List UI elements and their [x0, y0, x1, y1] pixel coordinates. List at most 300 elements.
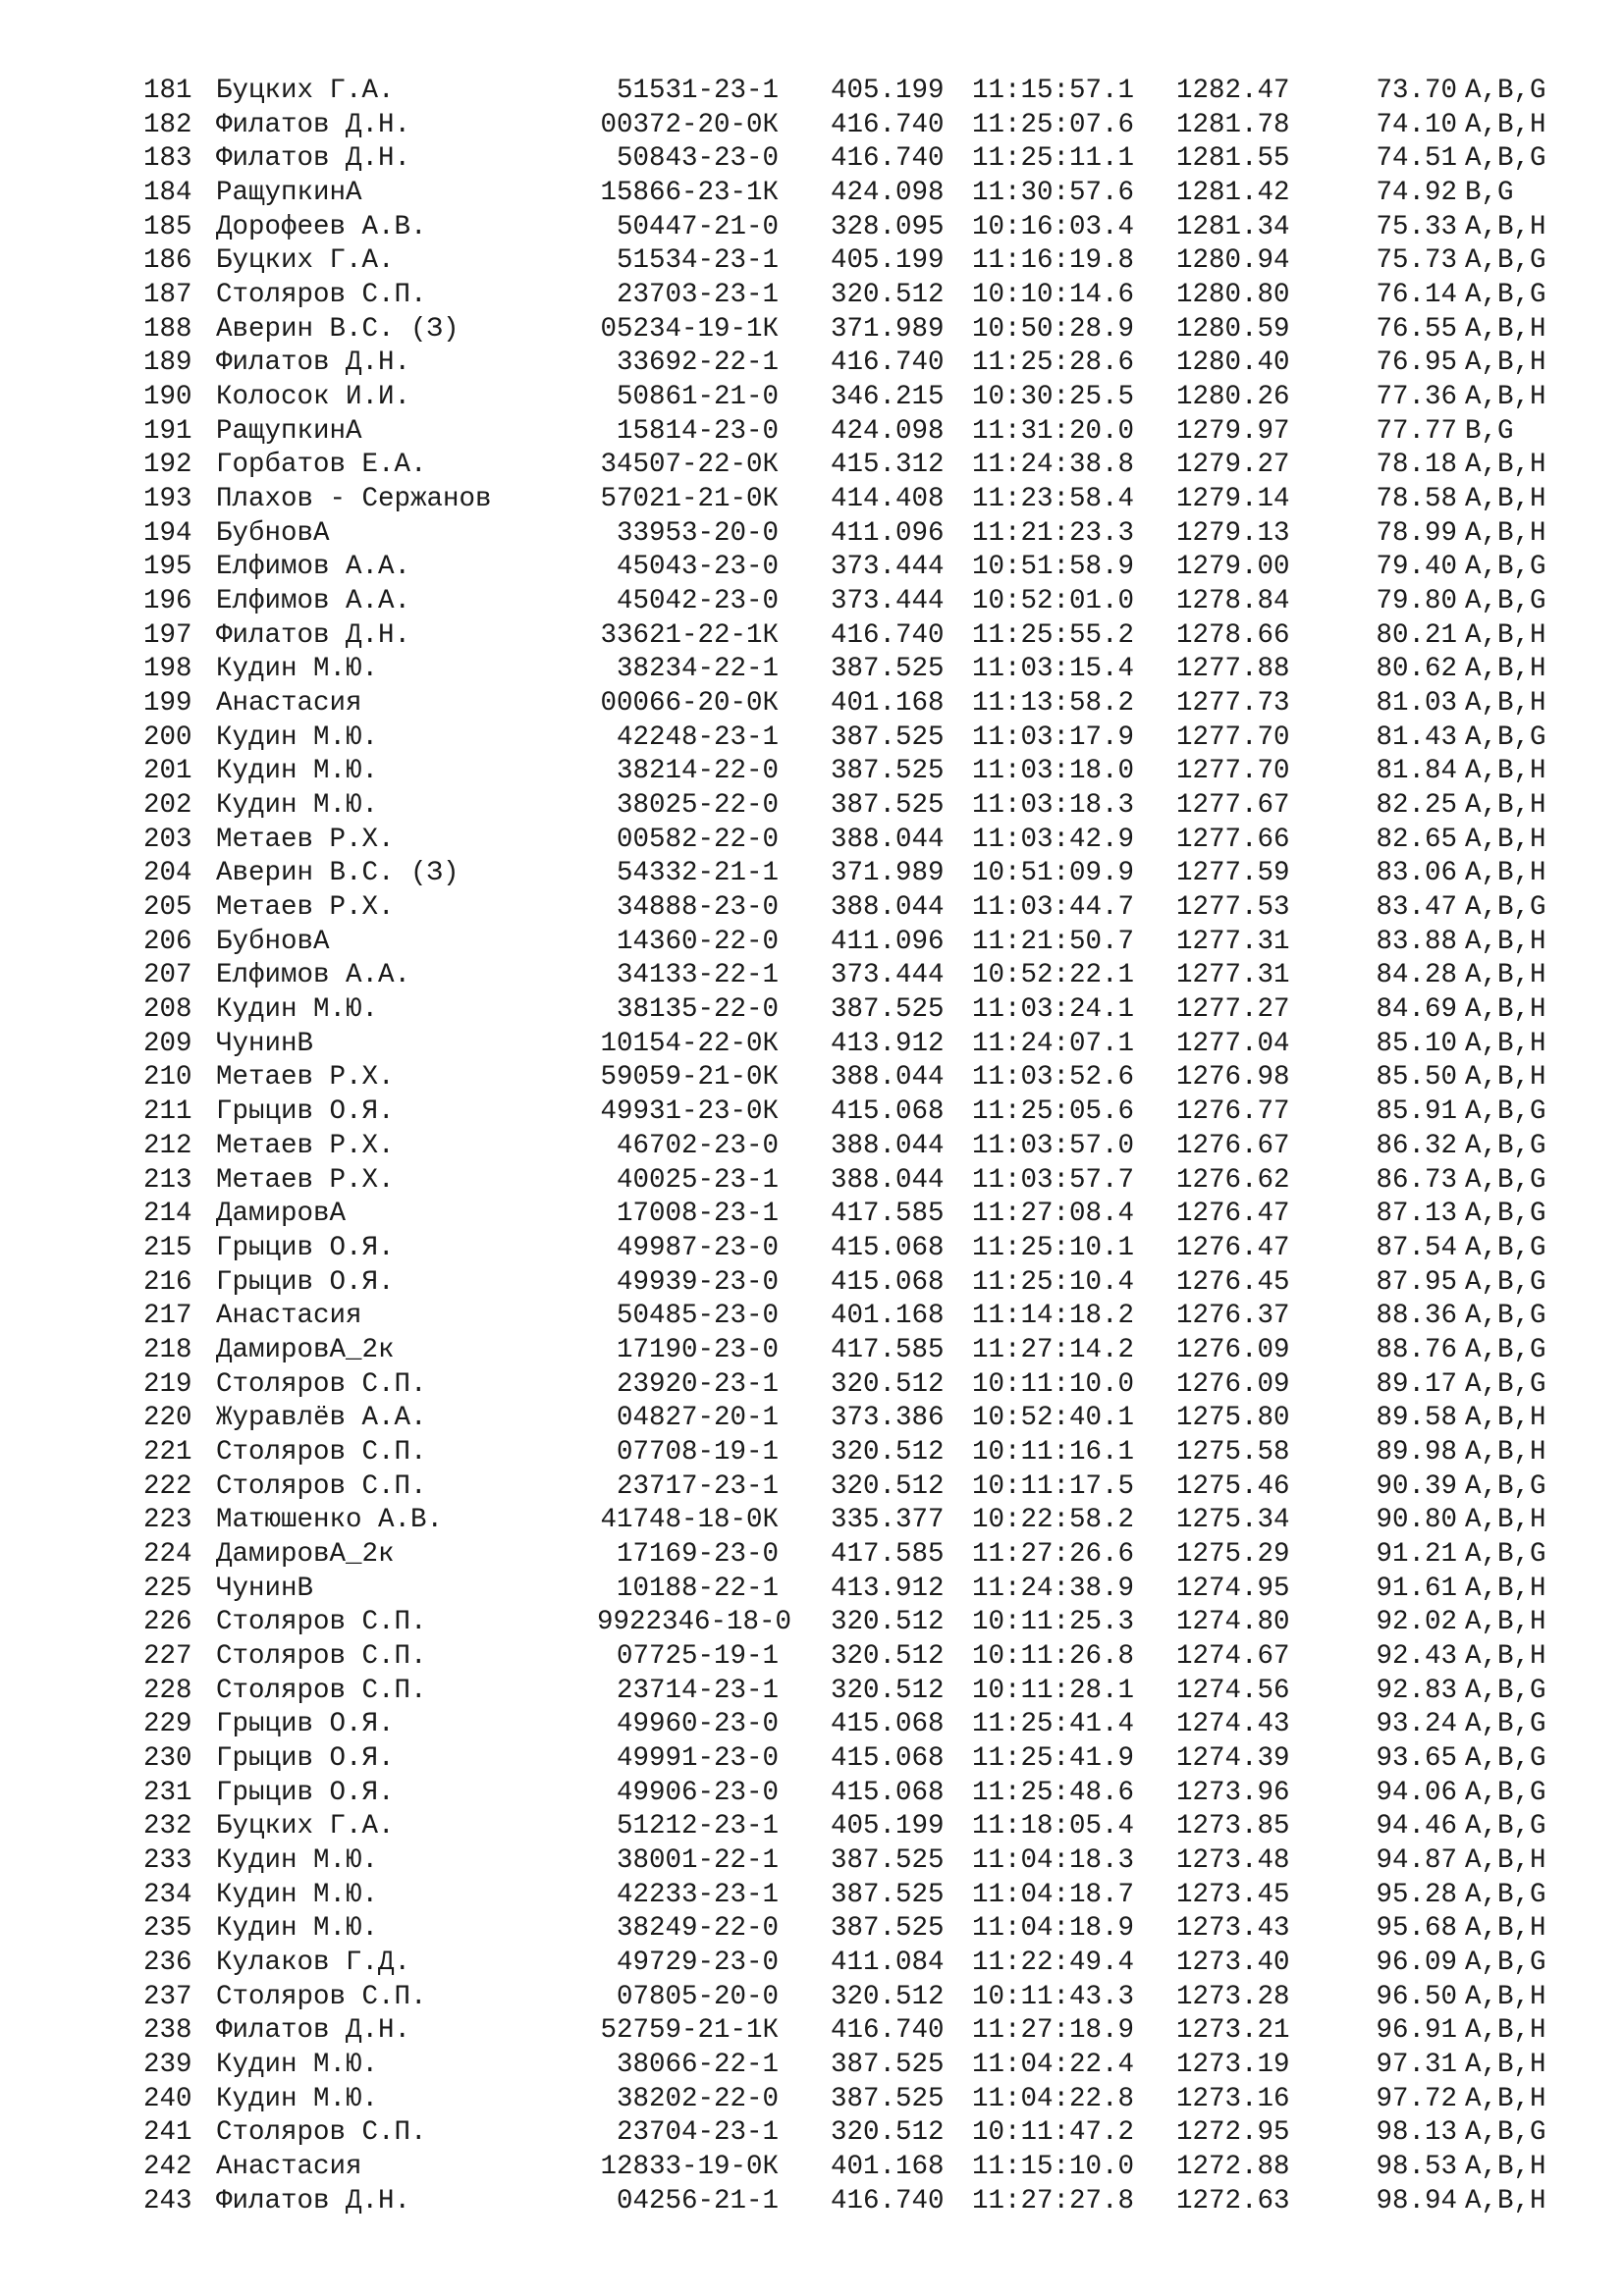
flags: A,B,H [1465, 790, 1546, 822]
flags: A,B,G [1465, 245, 1546, 277]
speed: 1277.31 [1176, 960, 1290, 991]
flags: A,B,H [1465, 347, 1546, 379]
result-place: 219 [143, 1368, 192, 1400]
fancier-name: Горбатов Е.А. [216, 450, 427, 481]
distance: 416.740 [831, 143, 945, 175]
fancier-name: Грыцив О.Я. [216, 1266, 395, 1298]
ring-number: 10188-22-1 [616, 1573, 779, 1604]
fancier-name: Кудин М.Ю. [216, 2083, 379, 2114]
ring-number: 50485-23-0 [616, 1301, 779, 1332]
flags: A,B,H [1465, 450, 1546, 481]
distance: 415.068 [831, 1709, 945, 1740]
ring-number: 38202-22-0 [616, 2083, 779, 2114]
distance: 417.585 [831, 1538, 945, 1570]
speed: 1273.85 [1176, 1811, 1290, 1842]
speed: 1277.66 [1176, 824, 1290, 855]
flags: A,B,H [1465, 1505, 1546, 1536]
ring-number: 07805-20-0 [616, 1981, 779, 2012]
speed: 1277.27 [1176, 994, 1290, 1026]
ring-number: 33621-22-1К [600, 619, 779, 651]
arrival-time: 10:51:58.9 [972, 552, 1135, 583]
arrival-time: 11:27:26.6 [972, 1538, 1135, 1570]
ring-number: 23717-23-1 [616, 1470, 779, 1502]
distance: 411.084 [831, 1947, 945, 1978]
fancier-name: Столяров С.П. [216, 1607, 427, 1638]
flags: A,B,H [1465, 824, 1546, 855]
distance: 320.512 [831, 2117, 945, 2149]
coefficient: 79.40 [1376, 552, 1457, 583]
coefficient: 79.80 [1376, 586, 1457, 617]
result-place: 233 [143, 1844, 192, 1876]
coefficient: 74.51 [1376, 143, 1457, 175]
coefficient: 87.54 [1376, 1232, 1457, 1263]
coefficient: 97.31 [1376, 2049, 1457, 2080]
arrival-time: 11:30:57.6 [972, 178, 1135, 209]
ring-number: 04256-21-1 [616, 2185, 779, 2216]
coefficient: 94.46 [1376, 1811, 1457, 1842]
flags: A,B,H [1465, 2015, 1546, 2047]
coefficient: 98.94 [1376, 2185, 1457, 2216]
coefficient: 96.91 [1376, 2015, 1457, 2047]
result-place: 190 [143, 382, 192, 413]
ring-number: 34507-22-0К [600, 450, 779, 481]
distance: 388.044 [831, 1130, 945, 1161]
arrival-time: 11:03:15.4 [972, 654, 1135, 685]
ring-number: 34888-23-0 [616, 892, 779, 924]
coefficient: 78.99 [1376, 517, 1457, 549]
arrival-time: 11:03:44.7 [972, 892, 1135, 924]
fancier-name: Кудин М.Ю. [216, 994, 379, 1026]
speed: 1273.40 [1176, 1947, 1290, 1978]
arrival-time: 11:14:18.2 [972, 1301, 1135, 1332]
result-place: 196 [143, 586, 192, 617]
speed: 1276.67 [1176, 1130, 1290, 1161]
distance: 387.525 [831, 2049, 945, 2080]
ring-number: 45042-23-0 [616, 586, 779, 617]
flags: A,B,H [1465, 1640, 1546, 1672]
flags: A,B,H [1465, 654, 1546, 685]
speed: 1280.26 [1176, 382, 1290, 413]
flags: A,B,H [1465, 1028, 1546, 1059]
distance: 346.215 [831, 382, 945, 413]
arrival-time: 11:23:58.4 [972, 484, 1135, 515]
arrival-time: 10:11:28.1 [972, 1675, 1135, 1706]
result-place: 192 [143, 450, 192, 481]
ring-number: 38025-22-0 [616, 790, 779, 822]
ring-number: 42233-23-1 [616, 1879, 779, 1910]
result-place: 188 [143, 313, 192, 345]
flags: A,B,H [1465, 2049, 1546, 2080]
flags: A,B,H [1465, 2083, 1546, 2114]
flags: A,B,H [1465, 382, 1546, 413]
distance: 401.168 [831, 2151, 945, 2182]
speed: 1273.28 [1176, 1981, 1290, 2012]
fancier-name: Кудин М.Ю. [216, 756, 379, 787]
speed: 1275.29 [1176, 1538, 1290, 1570]
flags: A,B,G [1465, 1164, 1546, 1196]
coefficient: 81.84 [1376, 756, 1457, 787]
speed: 1281.34 [1176, 211, 1290, 242]
speed: 1275.34 [1176, 1505, 1290, 1536]
fancier-name: Грыцив О.Я. [216, 1709, 395, 1740]
distance: 388.044 [831, 824, 945, 855]
fancier-name: Филатов Д.Н. [216, 347, 411, 379]
speed: 1278.84 [1176, 586, 1290, 617]
coefficient: 95.68 [1376, 1913, 1457, 1945]
speed: 1278.66 [1176, 619, 1290, 651]
fancier-name: Матюшенко А.В. [216, 1505, 444, 1536]
arrival-time: 11:03:42.9 [972, 824, 1135, 855]
result-place: 236 [143, 1947, 192, 1978]
coefficient: 83.88 [1376, 926, 1457, 957]
coefficient: 86.32 [1376, 1130, 1457, 1161]
arrival-time: 10:22:58.2 [972, 1505, 1135, 1536]
result-place: 209 [143, 1028, 192, 1059]
result-place: 210 [143, 1062, 192, 1094]
coefficient: 93.65 [1376, 1742, 1457, 1774]
flags: B,G [1465, 415, 1514, 447]
result-place: 213 [143, 1164, 192, 1196]
fancier-name: Кудин М.Ю. [216, 1913, 379, 1945]
flags: A,B,H [1465, 960, 1546, 991]
speed: 1274.95 [1176, 1573, 1290, 1604]
result-place: 242 [143, 2151, 192, 2182]
fancier-name: Грыцив О.Я. [216, 1742, 395, 1774]
coefficient: 80.62 [1376, 654, 1457, 685]
speed: 1281.42 [1176, 178, 1290, 209]
arrival-time: 11:04:18.3 [972, 1844, 1135, 1876]
fancier-name: Анастасия [216, 2151, 362, 2182]
arrival-time: 10:11:47.2 [972, 2117, 1135, 2149]
speed: 1279.13 [1176, 517, 1290, 549]
distance: 387.525 [831, 654, 945, 685]
arrival-time: 11:18:05.4 [972, 1811, 1135, 1842]
arrival-time: 11:16:19.8 [972, 245, 1135, 277]
ring-number: 41748-18-0К [600, 1505, 779, 1536]
flags: A,B,G [1465, 143, 1546, 175]
result-place: 184 [143, 178, 192, 209]
ring-number: 42248-23-1 [616, 721, 779, 753]
arrival-time: 10:52:22.1 [972, 960, 1135, 991]
arrival-time: 10:11:43.3 [972, 1981, 1135, 2012]
coefficient: 87.13 [1376, 1199, 1457, 1230]
distance: 320.512 [831, 1470, 945, 1502]
speed: 1276.09 [1176, 1368, 1290, 1400]
flags: A,B,G [1465, 1709, 1546, 1740]
result-place: 185 [143, 211, 192, 242]
flags: A,B,G [1465, 2117, 1546, 2149]
distance: 411.096 [831, 517, 945, 549]
ring-number: 49987-23-0 [616, 1232, 779, 1263]
ring-number: 10154-22-0К [600, 1028, 779, 1059]
distance: 415.068 [831, 1232, 945, 1263]
coefficient: 90.39 [1376, 1470, 1457, 1502]
fancier-name: Метаев Р.Х. [216, 1164, 395, 1196]
coefficient: 85.91 [1376, 1096, 1457, 1128]
arrival-time: 11:25:10.1 [972, 1232, 1135, 1263]
speed: 1277.59 [1176, 858, 1290, 889]
ring-number: 15866-23-1К [600, 178, 779, 209]
distance: 415.068 [831, 1742, 945, 1774]
flags: A,B,G [1465, 1538, 1546, 1570]
result-place: 218 [143, 1334, 192, 1365]
distance: 320.512 [831, 1368, 945, 1400]
arrival-time: 11:27:14.2 [972, 1334, 1135, 1365]
result-place: 199 [143, 688, 192, 720]
coefficient: 76.55 [1376, 313, 1457, 345]
distance: 388.044 [831, 1062, 945, 1094]
distance: 387.525 [831, 1879, 945, 1910]
speed: 1280.59 [1176, 313, 1290, 345]
speed: 1279.00 [1176, 552, 1290, 583]
arrival-time: 11:03:17.9 [972, 721, 1135, 753]
flags: A,B,G [1465, 892, 1546, 924]
ring-number: 45043-23-0 [616, 552, 779, 583]
ring-number: 9922346-18-0 [597, 1607, 792, 1638]
arrival-time: 10:11:16.1 [972, 1436, 1135, 1468]
fancier-name: Метаев Р.Х. [216, 892, 395, 924]
distance: 373.444 [831, 586, 945, 617]
result-place: 214 [143, 1199, 192, 1230]
coefficient: 78.58 [1376, 484, 1457, 515]
coefficient: 91.61 [1376, 1573, 1457, 1604]
arrival-time: 11:04:22.8 [972, 2083, 1135, 2114]
distance: 413.912 [831, 1028, 945, 1059]
arrival-time: 10:11:17.5 [972, 1470, 1135, 1502]
ring-number: 38135-22-0 [616, 994, 779, 1026]
ring-number: 49939-23-0 [616, 1266, 779, 1298]
speed: 1277.70 [1176, 756, 1290, 787]
coefficient: 92.43 [1376, 1640, 1457, 1672]
result-place: 229 [143, 1709, 192, 1740]
result-place: 232 [143, 1811, 192, 1842]
fancier-name: Буцких Г.А. [216, 76, 395, 106]
coefficient: 89.98 [1376, 1436, 1457, 1468]
distance: 387.525 [831, 994, 945, 1026]
flags: A,B,H [1465, 1844, 1546, 1876]
coefficient: 88.36 [1376, 1301, 1457, 1332]
coefficient: 83.47 [1376, 892, 1457, 924]
result-place: 194 [143, 517, 192, 549]
speed: 1274.67 [1176, 1640, 1290, 1672]
arrival-time: 10:11:26.8 [972, 1640, 1135, 1672]
distance: 387.525 [831, 721, 945, 753]
coefficient: 76.14 [1376, 280, 1457, 311]
result-place: 234 [143, 1879, 192, 1910]
distance: 388.044 [831, 892, 945, 924]
speed: 1277.04 [1176, 1028, 1290, 1059]
flags: A,B,H [1465, 994, 1546, 1026]
ring-number: 14360-22-0 [616, 926, 779, 957]
ring-number: 51534-23-1 [616, 245, 779, 277]
flags: A,B,G [1465, 1232, 1546, 1263]
arrival-time: 11:03:18.0 [972, 756, 1135, 787]
fancier-name: Елфимов А.А. [216, 586, 411, 617]
result-place: 198 [143, 654, 192, 685]
coefficient: 84.69 [1376, 994, 1457, 1026]
flags: A,B,H [1465, 1436, 1546, 1468]
speed: 1273.45 [1176, 1879, 1290, 1910]
distance: 416.740 [831, 2015, 945, 2047]
coefficient: 94.87 [1376, 1844, 1457, 1876]
distance: 387.525 [831, 2083, 945, 2114]
speed: 1276.62 [1176, 1164, 1290, 1196]
fancier-name: Кудин М.Ю. [216, 2049, 379, 2080]
fancier-name: Филатов Д.Н. [216, 2185, 411, 2216]
ring-number: 07708-19-1 [616, 1436, 779, 1468]
speed: 1277.70 [1176, 721, 1290, 753]
speed: 1273.96 [1176, 1777, 1290, 1808]
coefficient: 96.50 [1376, 1981, 1457, 2012]
flags: A,B,H [1465, 2151, 1546, 2182]
fancier-name: Филатов Д.Н. [216, 109, 411, 140]
coefficient: 77.36 [1376, 382, 1457, 413]
speed: 1275.58 [1176, 1436, 1290, 1468]
arrival-time: 11:21:50.7 [972, 926, 1135, 957]
ring-number: 38001-22-1 [616, 1844, 779, 1876]
arrival-time: 11:24:07.1 [972, 1028, 1135, 1059]
speed: 1273.43 [1176, 1913, 1290, 1945]
speed: 1276.47 [1176, 1199, 1290, 1230]
distance: 424.098 [831, 178, 945, 209]
ring-number: 50447-21-0 [616, 211, 779, 242]
arrival-time: 11:13:58.2 [972, 688, 1135, 720]
speed: 1277.53 [1176, 892, 1290, 924]
fancier-name: Столяров С.П. [216, 1470, 427, 1502]
speed: 1279.27 [1176, 450, 1290, 481]
distance: 416.740 [831, 347, 945, 379]
fancier-name: ДамировА_2к [216, 1538, 395, 1570]
result-place: 235 [143, 1913, 192, 1945]
result-place: 207 [143, 960, 192, 991]
ring-number: 54332-21-1 [616, 858, 779, 889]
fancier-name: Столяров С.П. [216, 1640, 427, 1672]
result-place: 231 [143, 1777, 192, 1808]
result-place: 243 [143, 2185, 192, 2216]
speed: 1272.95 [1176, 2117, 1290, 2149]
coefficient: 75.33 [1376, 211, 1457, 242]
flags: A,B,G [1465, 1301, 1546, 1332]
distance: 387.525 [831, 1913, 945, 1945]
arrival-time: 10:50:28.9 [972, 313, 1135, 345]
result-place: 181 [143, 76, 192, 106]
flags: A,B,H [1465, 1913, 1546, 1945]
speed: 1280.80 [1176, 280, 1290, 311]
coefficient: 85.50 [1376, 1062, 1457, 1094]
fancier-name: Столяров С.П. [216, 2117, 427, 2149]
ring-number: 50861-21-0 [616, 382, 779, 413]
fancier-name: Филатов Д.Н. [216, 2015, 411, 2047]
ring-number: 17008-23-1 [616, 1199, 779, 1230]
flags: A,B,H [1465, 109, 1546, 140]
flags: A,B,H [1465, 1607, 1546, 1638]
arrival-time: 10:52:01.0 [972, 586, 1135, 617]
distance: 320.512 [831, 1436, 945, 1468]
distance: 387.525 [831, 1844, 945, 1876]
arrival-time: 10:51:09.9 [972, 858, 1135, 889]
coefficient: 73.70 [1376, 76, 1457, 106]
ring-number: 49931-23-0К [600, 1096, 779, 1128]
speed: 1273.19 [1176, 2049, 1290, 2080]
ring-number: 49960-23-0 [616, 1709, 779, 1740]
flags: B,G [1465, 178, 1514, 209]
coefficient: 93.24 [1376, 1709, 1457, 1740]
flags: A,B,G [1465, 1096, 1546, 1128]
result-place: 191 [143, 415, 192, 447]
flags: A,B,H [1465, 1981, 1546, 2012]
distance: 415.068 [831, 1266, 945, 1298]
coefficient: 86.73 [1376, 1164, 1457, 1196]
flags: A,B,G [1465, 1470, 1546, 1502]
coefficient: 97.72 [1376, 2083, 1457, 2114]
arrival-time: 11:22:49.4 [972, 1947, 1135, 1978]
flags: A,B,H [1465, 619, 1546, 651]
fancier-name: Метаев Р.Х. [216, 1130, 395, 1161]
fancier-name: Столяров С.П. [216, 280, 427, 311]
ring-number: 23704-23-1 [616, 2117, 779, 2149]
flags: A,B,H [1465, 313, 1546, 345]
distance: 416.740 [831, 619, 945, 651]
coefficient: 88.76 [1376, 1334, 1457, 1365]
fancier-name: Буцких Г.А. [216, 245, 395, 277]
speed: 1276.98 [1176, 1062, 1290, 1094]
fancier-name: Елфимов А.А. [216, 960, 411, 991]
arrival-time: 11:04:22.4 [972, 2049, 1135, 2080]
fancier-name: РащупкинА [216, 178, 362, 209]
fancier-name: Аверин В.С. (З) [216, 858, 460, 889]
fancier-name: Плахов - Сержанов [216, 484, 492, 515]
result-place: 197 [143, 619, 192, 651]
result-place: 183 [143, 143, 192, 175]
ring-number: 50843-23-0 [616, 143, 779, 175]
ring-number: 38214-22-0 [616, 756, 779, 787]
speed: 1275.80 [1176, 1403, 1290, 1434]
result-place: 215 [143, 1232, 192, 1263]
result-place: 225 [143, 1573, 192, 1604]
coefficient: 76.95 [1376, 347, 1457, 379]
fancier-name: Кудин М.Ю. [216, 1879, 379, 1910]
fancier-name: Анастасия [216, 1301, 362, 1332]
ring-number: 17190-23-0 [616, 1334, 779, 1365]
distance: 417.585 [831, 1199, 945, 1230]
flags: A,B,G [1465, 1947, 1546, 1978]
flags: A,B,H [1465, 484, 1546, 515]
result-place: 222 [143, 1470, 192, 1502]
speed: 1273.48 [1176, 1844, 1290, 1876]
result-place: 224 [143, 1538, 192, 1570]
coefficient: 81.03 [1376, 688, 1457, 720]
speed: 1274.43 [1176, 1709, 1290, 1740]
distance: 371.989 [831, 313, 945, 345]
speed: 1277.88 [1176, 654, 1290, 685]
fancier-name: Кудин М.Ю. [216, 721, 379, 753]
fancier-name: Столяров С.П. [216, 1436, 427, 1468]
arrival-time: 10:16:03.4 [972, 211, 1135, 242]
coefficient: 89.17 [1376, 1368, 1457, 1400]
distance: 405.199 [831, 76, 945, 106]
speed: 1276.77 [1176, 1096, 1290, 1128]
arrival-time: 11:25:55.2 [972, 619, 1135, 651]
speed: 1280.94 [1176, 245, 1290, 277]
distance: 320.512 [831, 1640, 945, 1672]
ring-number: 51212-23-1 [616, 1811, 779, 1842]
ring-number: 23714-23-1 [616, 1675, 779, 1706]
arrival-time: 11:25:11.1 [972, 143, 1135, 175]
coefficient: 92.83 [1376, 1675, 1457, 1706]
flags: A,B,H [1465, 517, 1546, 549]
distance: 417.585 [831, 1334, 945, 1365]
result-place: 195 [143, 552, 192, 583]
